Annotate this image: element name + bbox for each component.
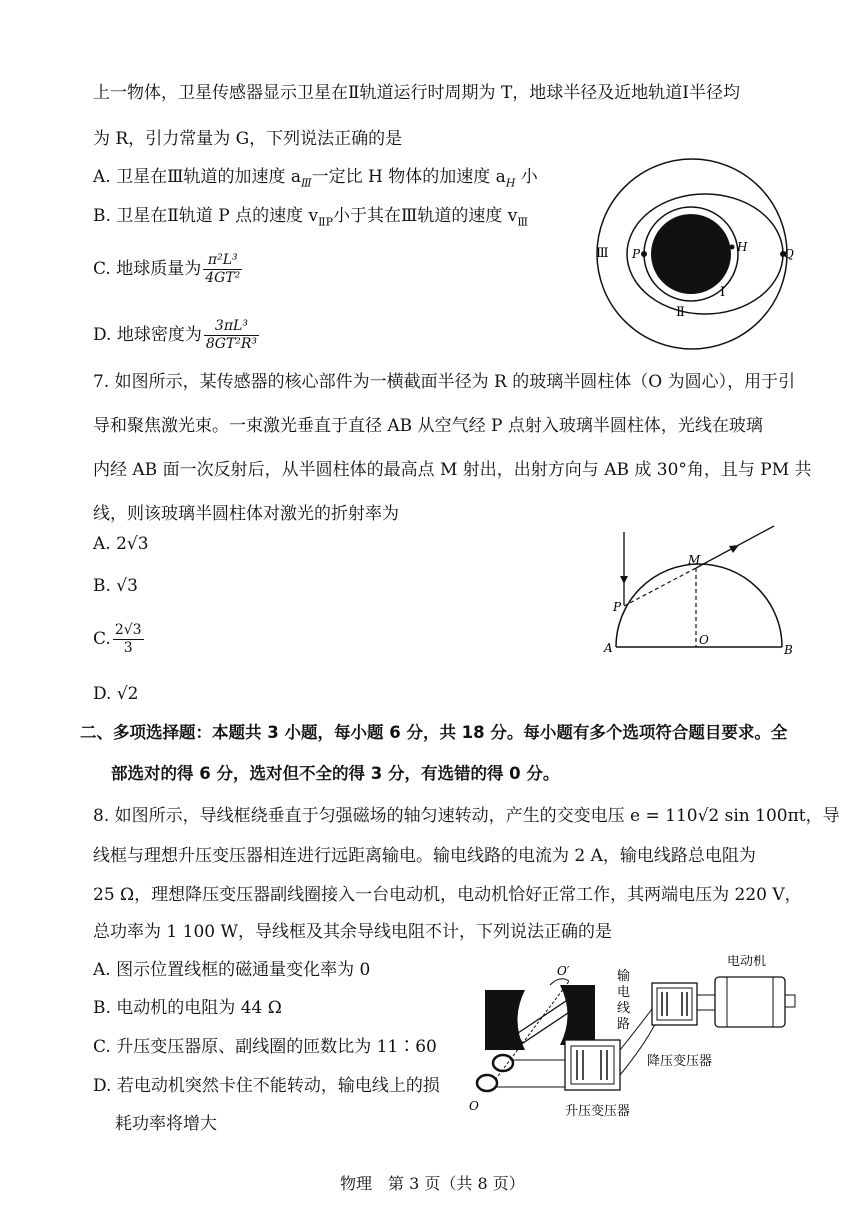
q7-stem-line1: 7. 如图所示，某传感器的核心部件为一横截面半径为 R 的玻璃半圆柱体（O 为圆心），用于引 xyxy=(93,372,796,392)
q7-option-d: D. √2 xyxy=(93,684,139,704)
q7-stem-line4: 线，则该玻璃半圆柱体对激光的折射率为 xyxy=(93,504,399,524)
label-p: P xyxy=(613,600,622,614)
label-b: B xyxy=(784,643,793,657)
label-p: P xyxy=(632,247,641,261)
q8-stem-line2: 线框与理想升压变压器相连进行远距离输电。输电线路的电流为 2 A，输电线路总电阻为 xyxy=(93,846,756,866)
q6-stem-line1: 上一物体，卫星传感器显示卫星在Ⅱ轨道运行时周期为 T，地球半径及近地轨道Ⅰ半径均 xyxy=(93,83,741,103)
svg-text:电: 电 xyxy=(617,985,631,1000)
q8-stem-line4: 总功率为 1 100 W，导线框及其余导线电阻不计，下列说法正确的是 xyxy=(93,922,612,942)
label-m: M xyxy=(688,553,701,567)
label-o: O xyxy=(469,1099,479,1113)
point-p xyxy=(641,251,647,257)
q6-option-c: C. 地球质量为 $\frac{\text{π²L³}}{\text{4GT²}}$ xyxy=(93,252,241,286)
svg-text:线: 线 xyxy=(617,1001,631,1016)
rotation-arrow xyxy=(550,979,569,985)
q7-semicircle-diagram xyxy=(598,518,798,658)
point-h xyxy=(730,245,735,250)
q8-option-d-line2: 耗功率将增大 xyxy=(115,1114,217,1134)
slip-ring-1 xyxy=(493,1055,513,1071)
section2-heading-line2: 部选对的得 6 分，选对但不全的得 3 分，有选错的得 0 分。 xyxy=(111,764,560,783)
label-iii: Ⅲ xyxy=(596,246,609,261)
q7-option-c: C. $\frac{2√3}{3}$ xyxy=(93,622,142,656)
magnet-pole-left xyxy=(485,990,525,1050)
label-step-down: 降压变压器 xyxy=(647,1054,713,1069)
q7-stem-line2: 导和聚焦激光束。一束激光垂直于直径 AB 从空气经 P 点射入玻璃半圆柱体，光线在玻璃 xyxy=(93,416,763,436)
q6-stem-line2: 为 R，引力常量为 G，下列说法正确的是 xyxy=(93,129,403,149)
label-ii: Ⅱ xyxy=(676,305,685,320)
q6-mass-fraction: $\frac{\text{π²L³}}{\text{4GT²}}$ xyxy=(205,252,241,286)
q7-stem-line3: 内经 AB 面一次反射后，从半圆柱体的最高点 M 射出，出射方向与 AB 成 30°角，且与 PM 共 xyxy=(93,460,812,480)
label-motor: 电动机 xyxy=(727,955,767,969)
q6-option-b: B. 卫星在Ⅱ轨道 P 点的速度 $v_{ⅡP}$小于其在Ⅲ轨道的速度 $v_Ⅲ$ xyxy=(93,206,529,229)
q8-option-a: A. 图示位置线框的磁通量变化率为 0 xyxy=(93,960,371,980)
slip-ring-2 xyxy=(477,1075,497,1091)
label-o: O xyxy=(699,633,709,647)
q8-transmission-diagram xyxy=(465,955,805,1130)
q8-stem-line1: 8. 如图所示，导线框绕垂直于匀强磁场的轴匀速转动，产生的交变电压 e = 110√2 sin 100πt，导 xyxy=(93,806,840,826)
q6-option-d: D. 地球密度为 $\frac{\text{3πL³}}{\text{8GT²R³}}$ xyxy=(93,318,258,352)
q8-option-d-line1: D. 若电动机突然卡住不能转动，输电线上的损 xyxy=(93,1076,440,1096)
label-a: A xyxy=(604,641,613,655)
q6-orbit-diagram xyxy=(580,155,800,355)
step-down-transformer xyxy=(652,983,697,1025)
section2-heading-line1: 二、多项选择题：本题共 3 小题，每小题 6 分，共 18 分。每小题有多个选项符合题目要求。全 xyxy=(80,723,788,742)
label-step-up: 升压变压器 xyxy=(565,1104,631,1119)
label-i: Ⅰ xyxy=(720,285,726,300)
q8-option-c: C. 升压变压器原、副线圈的匝数比为 11∶60 xyxy=(93,1037,437,1057)
label-h: H xyxy=(737,240,748,254)
q6-option-a: A. 卫星在Ⅲ轨道的加速度 $a_Ⅲ$一定比 H 物体的加速度 $a_H$ 小 xyxy=(93,167,538,190)
q8-option-b: B. 电动机的电阻为 44 Ω xyxy=(93,998,282,1018)
q8-stem-line3: 25 Ω，理想降压变压器副线圈接入一台电动机，电动机恰好正常工作，其两端电压为 220 V， xyxy=(93,885,802,905)
q7-option-b: B. √3 xyxy=(93,576,138,596)
incident-arrow xyxy=(620,576,628,584)
earth xyxy=(651,214,731,294)
label-o-prime: O′ xyxy=(557,964,570,978)
q6-density-fraction: $\frac{\text{3πL³}}{\text{8GT²R³}}$ xyxy=(205,318,258,352)
page-footer: 物理 第 3 页（共 8 页） xyxy=(340,1174,525,1193)
step-up-transformer xyxy=(565,1040,620,1090)
svg-text:输: 输 xyxy=(617,969,631,984)
q7-option-a: A. 2√3 xyxy=(93,534,149,554)
label-q: Q xyxy=(784,247,794,261)
q7-option-c-fraction: $\frac{2√3}{3}$ xyxy=(114,622,142,656)
motor xyxy=(715,977,785,1027)
svg-text:路: 路 xyxy=(617,1017,631,1032)
